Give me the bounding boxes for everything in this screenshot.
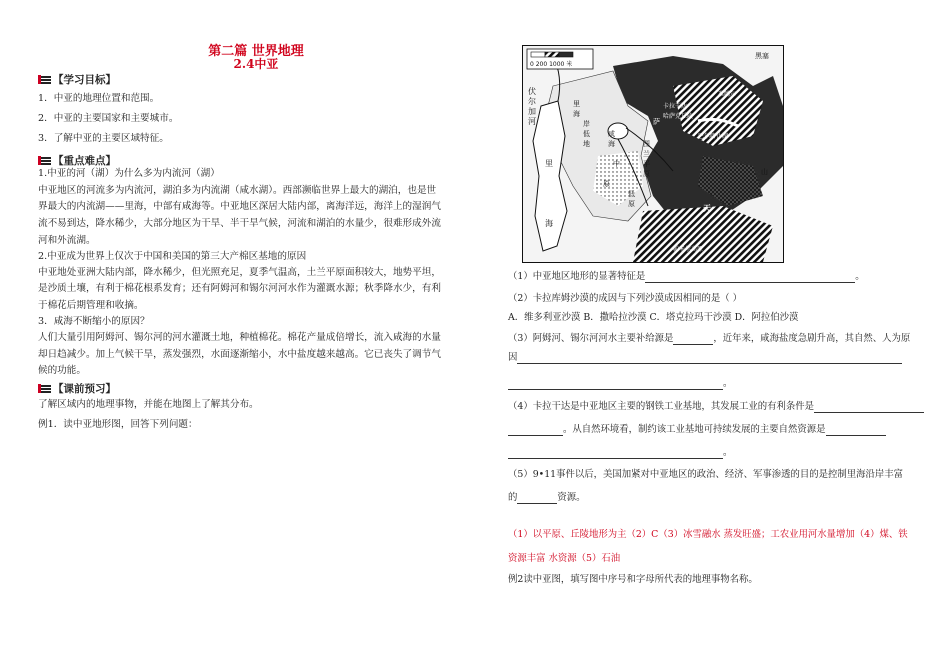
- key-point-line: 人们大量引用阿姆河、锡尔河的河水灌溉土地，种植棉花。棉花产量成倍增长，流入咸海的水量: [38, 332, 441, 343]
- example-2: 例2读中亚图，填写图中序号和字母所代表的地理事物名称。: [508, 574, 758, 585]
- map-label: 伏: [528, 87, 536, 96]
- map-label: 黑塞: [755, 52, 769, 60]
- question-2-options: A．维多利亚沙漠 B．撒哈拉沙漠 C．塔克拉玛干沙漠 D．阿拉伯沙漠: [508, 312, 799, 323]
- answer-blank: [673, 334, 713, 345]
- map-label: 原: [603, 180, 610, 188]
- answer-blank: [508, 448, 723, 459]
- map-label: 平: [643, 160, 650, 168]
- preview-line: 了解区域内的地理事物，并能在地图上了解其分布。: [38, 399, 259, 410]
- objectives-heading: 【学习目标】: [38, 72, 116, 87]
- map-label: 山: [761, 168, 768, 176]
- map-label: 里: [573, 100, 580, 108]
- answer-blank: [517, 493, 557, 504]
- map-label: 海: [573, 110, 580, 118]
- question-4-end: 。: [508, 447, 732, 459]
- key-point-line: 却日趋减少。加上气候干旱，蒸发强烈，水面逐渐缩小，水中盐度越来越高。它已丧失了调节气: [38, 349, 441, 360]
- map-label: 加: [528, 107, 536, 116]
- map-graphic: [523, 46, 783, 262]
- key-points-heading: 【重点难点】: [38, 153, 116, 168]
- map-label: 卡拉干达: [663, 103, 688, 110]
- question-2: （2）卡拉库姆沙漠的成因与下列沙漠成因相同的是（ ）: [508, 293, 742, 304]
- map-label: 海: [608, 140, 615, 148]
- question-3: （3）阿姆河、锡尔河河水主要补给源是 ，近年来，咸海盐度急剧升高，其自然、人为原: [508, 333, 911, 344]
- objective-item: 2．中亚的主要国家和主要城市。: [38, 113, 179, 124]
- key-point-line: 候的功能。: [38, 365, 86, 376]
- key-point-line: 流不易到达，降水稀少，大部分地区为干旱、半干旱气候，河流和湖泊的水量少，很难形成外流: [38, 218, 441, 229]
- answer-line: （1）以平原、丘陵地形为主（2）C（3）冰雪融水 蒸发旺盛；工农业用河水量增加（4）煤、铁: [508, 529, 908, 540]
- question-4-cont: 。从自然环境看，制约该工业基地可持续发展的主要自然资源是: [508, 424, 886, 436]
- answer-line: 资源丰富 水资源（5）石油: [508, 553, 621, 564]
- answer-blank: [517, 353, 902, 364]
- map-label: 兰: [643, 150, 650, 158]
- question-4: （4）卡拉干达是中亚地区主要的钢铁工业基地，其发展工业的有利条件是: [508, 401, 924, 413]
- map-label: 里: [545, 159, 553, 168]
- key-point-line: 2.中亚成为世界上仅次于中国和美国的第三大产棉区基地的原因: [38, 251, 307, 262]
- key-point-line: 中亚地处亚洲大陆内部，降水稀少，但光照充足，夏季气温高，土兰平原面积较大，地势平坦，: [38, 267, 441, 278]
- map-label: 海: [545, 219, 553, 228]
- map-label: 地: [583, 140, 590, 148]
- key-point-line: 3．咸海不断缩小的原因？: [38, 316, 150, 327]
- map-label: 低: [628, 190, 635, 198]
- map-label: 咸: [608, 130, 615, 138]
- question-5-cont: 的 资源。: [508, 492, 586, 503]
- map-label: 原: [643, 170, 650, 178]
- section-bullet-icon: [38, 75, 51, 84]
- map-label: 图: [643, 140, 650, 148]
- map-label: 低: [583, 130, 590, 138]
- map-label: 中: [613, 160, 620, 168]
- answer-blank: [814, 402, 924, 413]
- map-label: 准噶尔: [718, 91, 737, 98]
- key-point-line: 1.中亚的河（湖）为什么多为内流河（湖）: [38, 168, 220, 179]
- question-3-cont: 因: [508, 352, 902, 364]
- preview-heading: 【课前预习】: [38, 381, 116, 396]
- map-scale-label: 0 200 1000 米: [530, 61, 573, 68]
- key-point-line: 中亚地区的河流多为内流河，湖泊多为内流湖（咸水湖）。西部濒临世界上最大的湖泊，也是世: [38, 185, 437, 196]
- page-subtitle: 2.4中亚: [233, 57, 279, 71]
- map-label: 尔: [528, 97, 536, 106]
- key-point-line: 河和外流湖。: [38, 235, 96, 246]
- question-1: （1）中亚地区地形的显著特征是 。: [508, 271, 865, 282]
- section-bullet-icon: [38, 384, 51, 393]
- section-bullet-icon: [38, 156, 51, 165]
- answer-blank: [508, 379, 723, 390]
- key-point-line: 是沙质土壤，有利于棉花根系发育；还有阿姆河和锡尔河河水作为灌溉水源；秋季降水少，有利: [38, 283, 441, 294]
- map-label: 萨: [653, 118, 660, 126]
- question-3-end: 。: [508, 378, 732, 390]
- answer-blank: [645, 272, 855, 283]
- central-asia-terrain-map: [522, 45, 784, 263]
- answer-blank: [508, 425, 563, 436]
- map-label: 河: [528, 117, 536, 126]
- question-5: （5）9•11事件以后，美国加紧对中亚地区的政治、经济、军事渗透的目的是控制里海沿岸丰富: [508, 469, 904, 480]
- preview-line: 例1．读中亚地形图，回答下列问题：: [38, 419, 198, 430]
- map-label: 岸: [583, 120, 590, 128]
- map-label: 帕米尔高原: [673, 246, 704, 253]
- objective-item: 1．中亚的地理位置和范围。: [38, 93, 160, 104]
- objective-item: 3．了解中亚的主要区域特征。: [38, 133, 169, 144]
- key-point-line: 界最大的内流湖——里海，中部有咸海等。中亚地区深居大陆内部，离海洋远，海洋上的湿润气: [38, 201, 441, 212]
- map-label: 天: [703, 203, 711, 213]
- key-point-line: 于棉花后期管理和收摘。: [38, 300, 144, 311]
- map-label: 原: [628, 200, 635, 208]
- answer-blank: [826, 425, 886, 436]
- map-label: 巴尔喀什湖: [698, 133, 729, 140]
- page-title: 第二篇 世界地理: [208, 44, 304, 59]
- map-label: 哈萨克丘陵: [663, 113, 694, 120]
